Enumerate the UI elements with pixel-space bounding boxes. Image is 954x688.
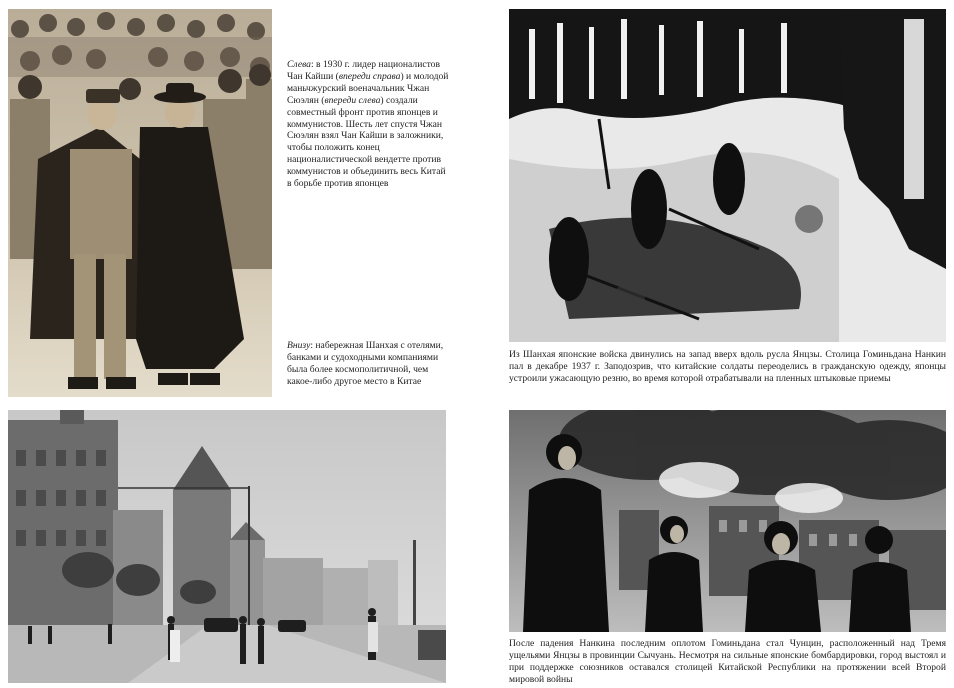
caption-shanghai xyxy=(287,340,449,388)
caption-leaders xyxy=(287,59,449,190)
caption-leaders-text-1: : в 1930 г. лидер националистов Чан Кайши ( xyxy=(287,59,440,82)
caption-nanking: Из Шанхая японские войска двинулись на запад вверх вдоль русла Янцзы. Столица Гоминьдана Нанкин пал в декабре 1937 г. Заподозрив, что китайские солдаты переоделись в гражданскую одежду, японцы устроили ужасающую резню, во время которой отрабатывали на пленных штыковые приемы xyxy=(509,349,946,384)
photo-shanghai-bund xyxy=(8,410,446,683)
photo-leaders-portrait xyxy=(8,9,272,397)
caption-leaders-italic-1: впереди справа xyxy=(338,70,401,82)
photo-chongqing-bombing xyxy=(509,410,946,632)
caption-leaders-italic-2: впереди слева xyxy=(324,94,381,106)
caption-leaders-text-2: ) и молодой маньчжурский военачальник Чжан Сюэлян ( xyxy=(287,70,449,106)
caption-leaders-prefix: Слева xyxy=(287,59,311,70)
photo-nanking-massacre xyxy=(509,9,946,342)
caption-chongqing: После падения Нанкина последним оплотом Гоминьдана стал Чунцин, расположенный над Тремя ущельями Янцзы в провинции Сычуань. Несмотря на сильные японские бомбардировки, город выстоял и при поддержке союзников оставался столицей Китайской Республики на протяжении всей Второй мировой войны xyxy=(509,638,946,685)
caption-shanghai-prefix: Внизу xyxy=(287,340,311,351)
caption-shanghai-text: : набережная Шанхая с отелями, банками и судоходными компаниями была более космополитичной, чем какое-либо другое место в Китае xyxy=(287,340,444,387)
caption-leaders-text-3: ) создали совместный фронт против японцев и коммунистов. Шесть лет спустя Чжан Сюэлян взял Чан Кайши в заложники, чтобы положить конец националистической вендетте против коммунистов и объединить весь Китай в борьбе против японцев xyxy=(287,94,446,190)
